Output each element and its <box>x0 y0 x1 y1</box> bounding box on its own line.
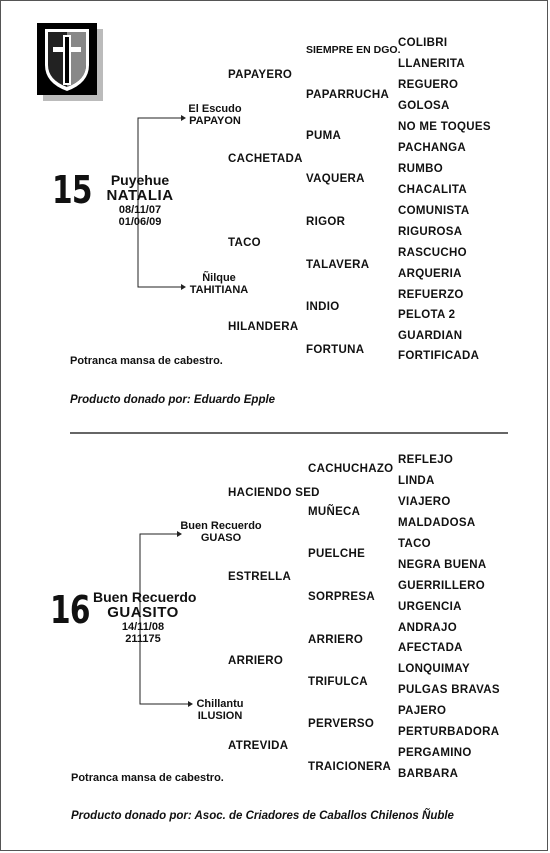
great-grandparent: TRIFULCA <box>308 676 368 688</box>
gg-grandparent: URGENCIA <box>398 601 462 613</box>
gg-grandparent: MALDADOSA <box>398 517 476 529</box>
grandparent: ESTRELLA <box>228 571 292 583</box>
gg-grandparent: RUMBO <box>398 163 443 175</box>
horse-name: NATALIA <box>106 187 174 204</box>
lot-note: Potranca mansa de cabestro. <box>70 355 223 367</box>
gg-grandparent: PAJERO <box>398 705 447 717</box>
lot-number: 16 <box>50 588 90 632</box>
gg-grandparent: PULGAS BRAVAS <box>398 684 500 696</box>
grandparent: CACHETADA <box>228 153 303 165</box>
grandparent: PAPAYERO <box>228 69 293 81</box>
gg-grandparent: REFLEJO <box>398 454 454 466</box>
gg-grandparent: COMUNISTA <box>398 205 470 217</box>
dam-name: ILUSION <box>197 710 243 722</box>
lot-note: Potranca mansa de cabestro. <box>71 772 224 784</box>
grandparent: HACIENDO SED <box>228 487 320 499</box>
great-grandparent: PAPARRUCHA <box>306 89 390 101</box>
donor-credit: Producto donado por: Eduardo Epple <box>70 394 276 406</box>
great-grandparent: PERVERSO <box>308 718 375 730</box>
sire-breeder: Buen Recuerdo <box>180 520 262 532</box>
gg-grandparent: REGUERO <box>398 79 459 91</box>
gg-grandparent: VIAJERO <box>398 496 451 508</box>
gg-grandparent: NEGRA BUENA <box>398 559 487 571</box>
great-grandparent: SORPRESA <box>308 591 375 603</box>
gg-grandparent: LONQUIMAY <box>398 663 470 675</box>
gg-grandparent: ANDRAJO <box>398 622 457 634</box>
gg-grandparent: BARBARA <box>398 768 459 780</box>
gg-grandparent: FORTIFICADA <box>398 350 480 362</box>
horse-info <box>93 589 197 645</box>
breeder-name: Buen Recuerdo <box>93 589 197 605</box>
great-grandparent: PUMA <box>306 130 342 142</box>
breeder-name: Puyehue <box>110 172 170 188</box>
great-grandparent: TALAVERA <box>306 259 370 271</box>
great-grandparent: SIEMPRE EN DGO. <box>306 44 401 56</box>
registry-number: 211175 <box>125 633 161 645</box>
registry-date: 01/06/09 <box>118 216 162 228</box>
dam <box>186 698 254 722</box>
great-grandparent: MUÑECA <box>308 506 361 518</box>
grandparent: ARRIERO <box>228 655 284 667</box>
gg-grandparent: NO ME TOQUES <box>398 121 491 133</box>
gg-grandparent: PACHANGA <box>398 142 466 154</box>
sire <box>178 520 264 544</box>
birth-date: 08/11/07 <box>118 204 162 216</box>
birth-date: 14/11/08 <box>121 621 165 633</box>
gg-grandparent: LINDA <box>398 475 435 487</box>
gg-grandparent: AFECTADA <box>398 642 463 654</box>
great-grandparent: VAQUERA <box>306 173 365 185</box>
gg-grandparent: PERTURBADORA <box>398 726 500 738</box>
sire-breeder: El Escudo <box>188 103 242 115</box>
lot-number: 15 <box>52 168 92 212</box>
gg-grandparent: PELOTA 2 <box>398 309 456 321</box>
gg-grandparent: RASCUCHO <box>398 247 467 259</box>
gg-grandparent: REFUERZO <box>398 289 464 301</box>
gg-grandparent: ARQUERIA <box>398 268 462 280</box>
grandparent: ATREVIDA <box>228 740 289 752</box>
gg-grandparent: COLIBRI <box>398 37 448 49</box>
gg-grandparent: PERGAMINO <box>398 747 472 759</box>
great-grandparent: ARRIERO <box>308 634 364 646</box>
gg-grandparent: GUARDIAN <box>398 330 463 342</box>
great-grandparent: INDIO <box>306 301 340 313</box>
great-grandparent: FORTUNA <box>306 344 365 356</box>
dam-breeder: Ñilque <box>202 272 236 284</box>
great-grandparent: CACHUCHAZO <box>308 463 394 475</box>
grandparent: TACO <box>228 237 261 249</box>
dam-breeder: Chillantu <box>196 698 244 710</box>
gg-grandparent: CHACALITA <box>398 184 467 196</box>
dam-name: TAHITIANA <box>189 284 249 296</box>
gg-grandparent: TACO <box>398 538 431 550</box>
sire-name: PAPAYON <box>189 115 241 127</box>
grandparent: HILANDERA <box>228 321 299 333</box>
horse-name: GUASITO <box>107 604 179 621</box>
great-grandparent: PUELCHE <box>308 548 366 560</box>
sire-name: GUASO <box>200 532 242 544</box>
gg-grandparent: RIGUROSA <box>398 226 463 238</box>
gg-grandparent: GOLOSA <box>398 100 450 112</box>
gg-grandparent: LLANERITA <box>398 58 466 70</box>
gg-grandparent: GUERRILLERO <box>398 580 485 592</box>
great-grandparent: TRAICIONERA <box>308 761 392 773</box>
great-grandparent: RIGOR <box>306 216 346 228</box>
donor-credit: Producto donado por: Asoc. de Criadores de Caballos Chilenos Ñuble <box>71 810 454 822</box>
